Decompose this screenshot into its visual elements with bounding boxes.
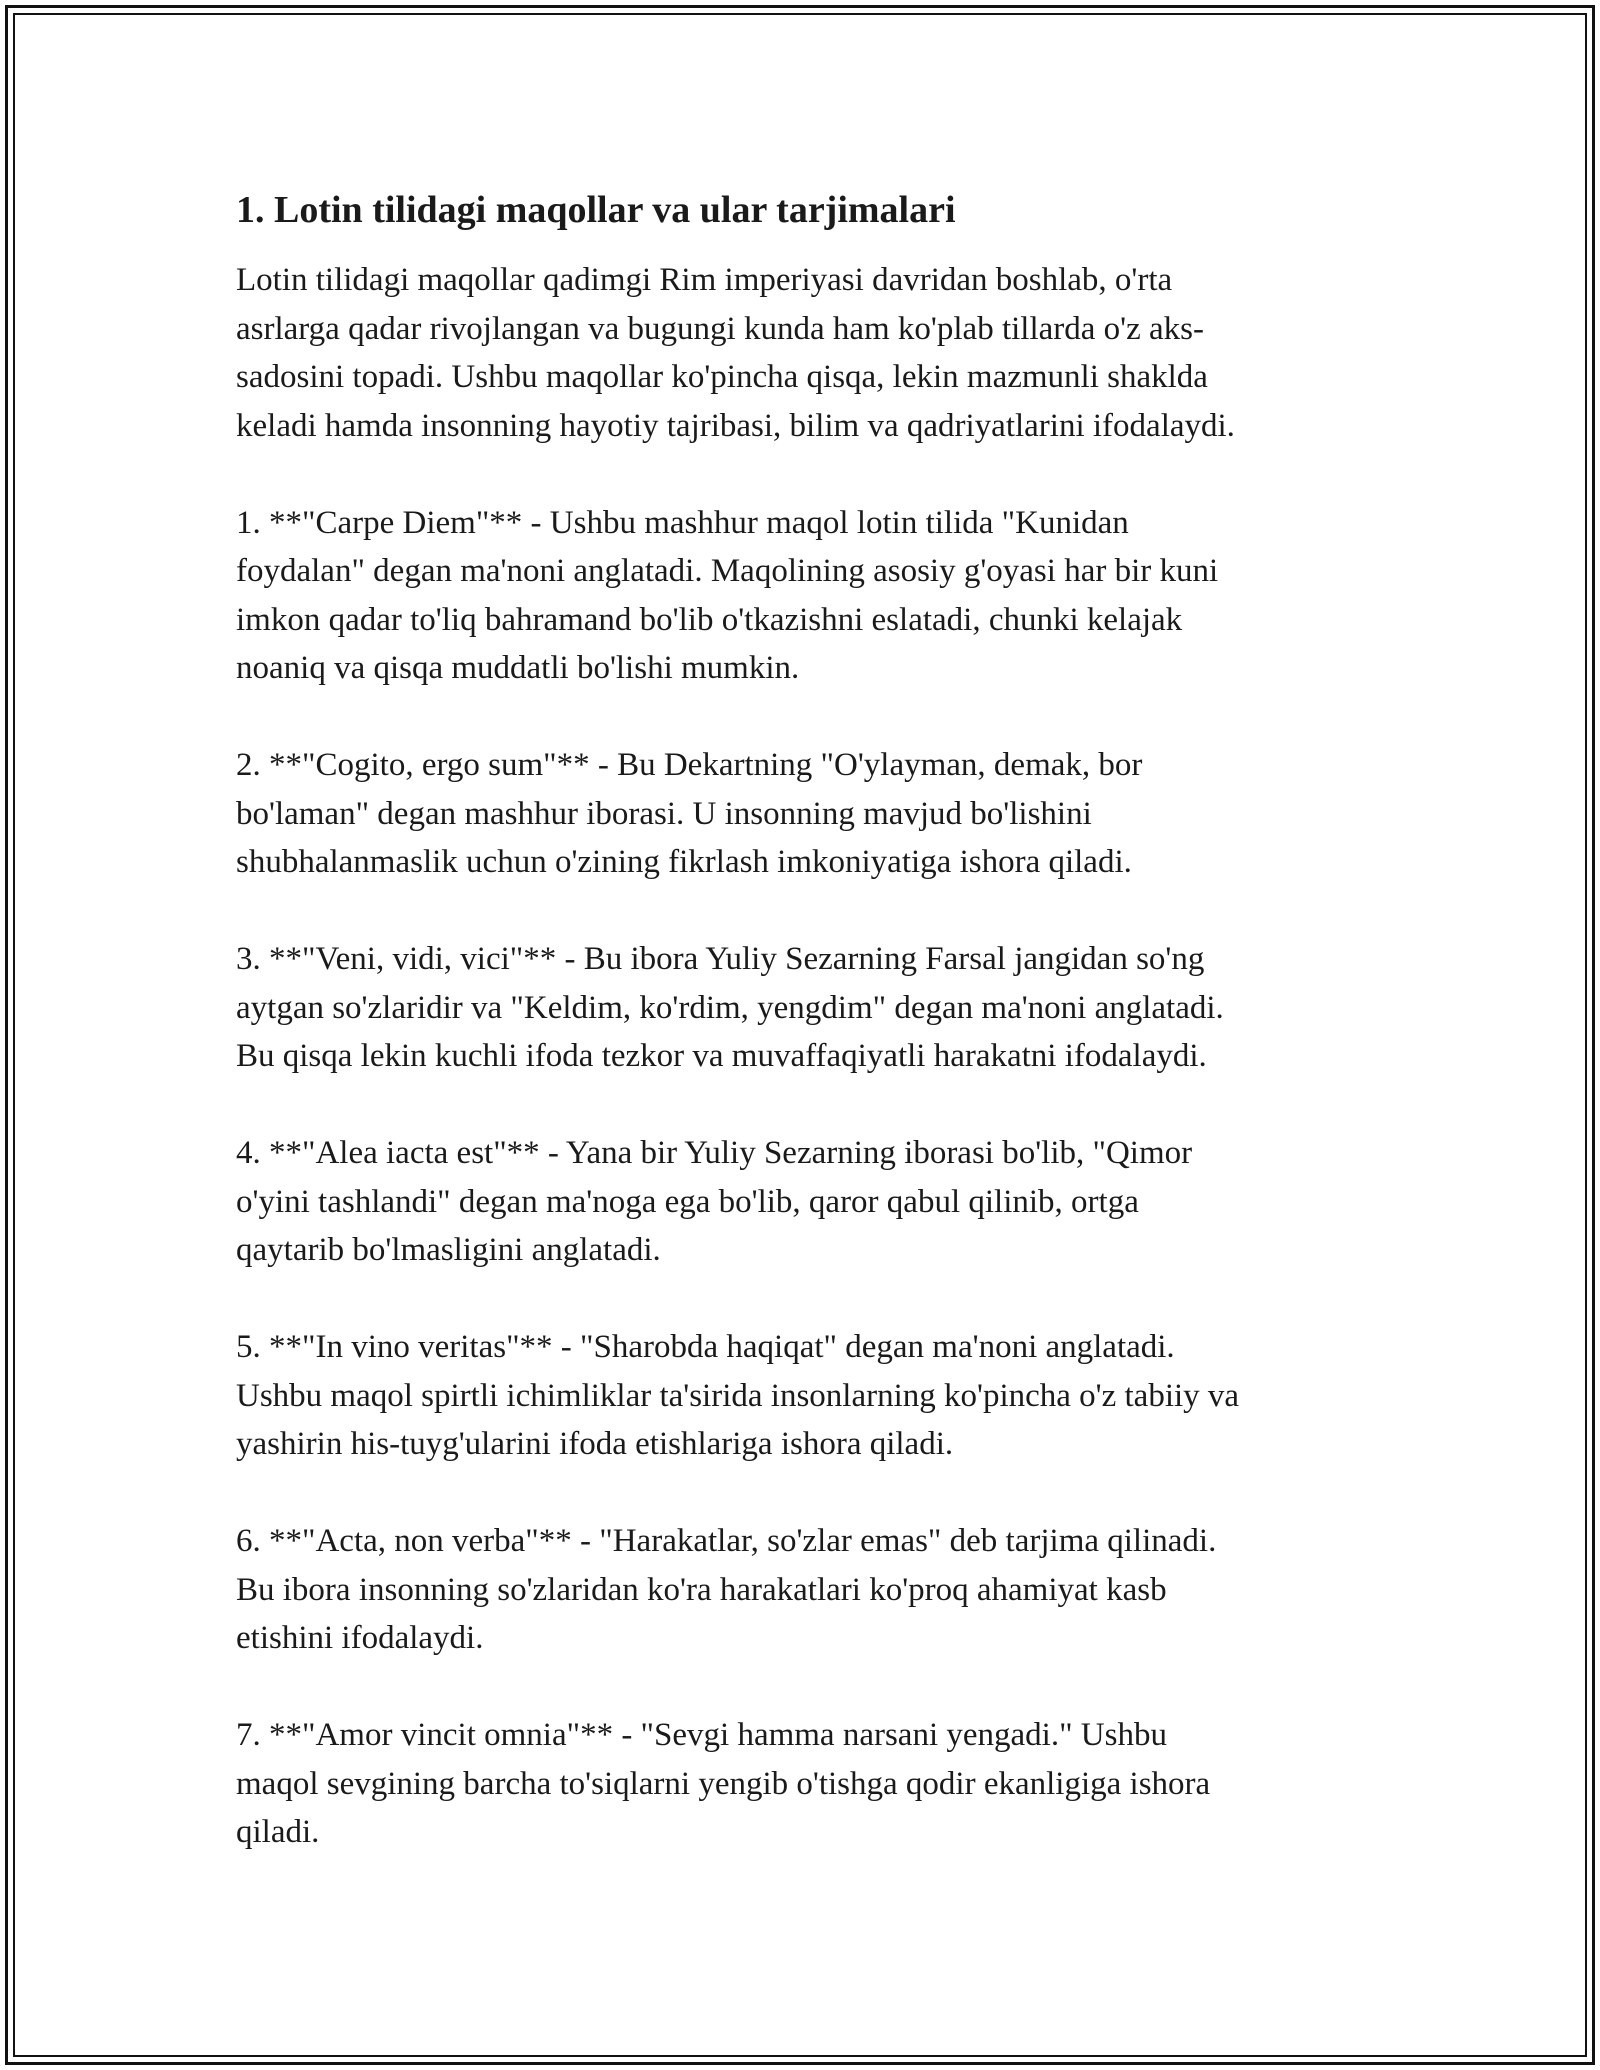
document-title: 1. Lotin tilidagi maqollar va ular tarjimalari: [236, 189, 956, 231]
document-body: [236, 186, 1376, 1905]
proverb-item-7: 7. **"Amor vincit omnia"** - "Sevgi hamma narsani yengadi." Ushbu maqol sevgining barcha to'siqlarni yengib o'tishga qodir ekanligiga ishora qiladi.: [236, 1717, 1211, 1850]
proverb-item-5: 5. **"In vino veritas"** - "Sharobda haqiqat" degan ma'noni anglatadi. Ushbu maqol spirtli ichimliklar ta'sirida insonlarning ko'pincha o'z tabiiy va yashirin his-tuyg'ularini ifoda etishlariga ishora qiladi.: [236, 1329, 1240, 1462]
proverb-item-3: 3. **"Veni, vidi, vici"** - Bu ibora Yuliy Sezarning Farsal jangidan so'ng aytgan so'zlaridir va "Keldim, ko'rdim, yengdim" degan ma'noni anglatadi. Bu qisqa lekin kuchli ifoda tezkor va muvaffaqiyatli harakatni ifodalaydi.: [236, 941, 1224, 1074]
proverb-item-1: 1. **"Carpe Diem"** - Ushbu mashhur maqol lotin tilida "Kunidan foydalan" degan ma'noni anglatadi. Maqolining asosiy g'oyasi har bir kuni imkon qadar to'liq bahramand bo'lib o'tkazishni eslatadi, chunki kelajak noaniq va qisqa muddatli bo'lishi mumkin.: [236, 504, 1219, 686]
proverb-item-4: 4. **"Alea iacta est"** - Yana bir Yuliy Sezarning iborasi bo'lib, "Qimor o'yini tashlandi" degan ma'noga ega bo'lib, qaror qabul qilinib, ortga qaytarib bo'lmasligini anglatadi.: [236, 1135, 1193, 1268]
intro-paragraph: Lotin tilidagi maqollar qadimgi Rim imperiyasi davridan boshlab, o'rta asrlarga qadar rivojlangan va bugungi kunda ham ko'plab tillarda o'z aks- sadosini topadi. Ushbu maqollar ko'pincha qisqa, lekin mazmunli shaklda keladi hamda insonning hayotiy tajribasi, bilim va qadriyatlarini ifodalaydi.: [236, 262, 1235, 444]
proverb-item-2: 2. **"Cogito, ergo sum"** - Bu Dekartning "O'ylayman, demak, bor bo'laman" degan mashhur iborasi. U insonning mavjud bo'lishini shubhalanmaslik uchun o'zining fikrlash imkoniyatiga ishora qiladi.: [236, 747, 1143, 880]
proverb-item-6: 6. **"Acta, non verba"** - "Harakatlar, so'zlar emas" deb tarjima qilinadi. Bu ibora insonning so'zlaridan ko'ra harakatlari ko'proq ahamiyat kasb etishini ifodalaydi.: [236, 1523, 1217, 1656]
